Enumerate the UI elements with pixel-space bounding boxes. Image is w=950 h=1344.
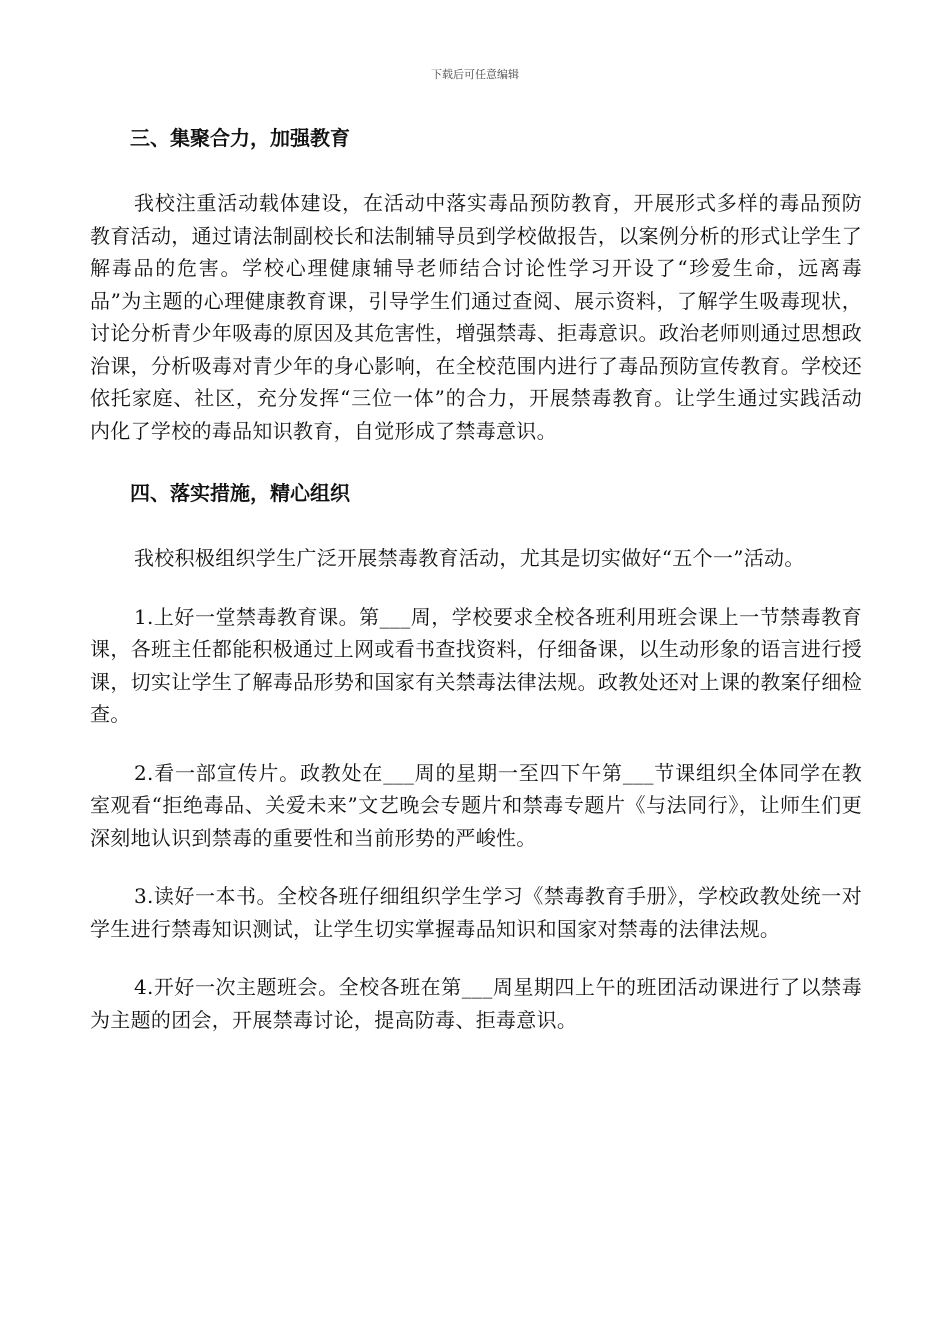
list-item-3: 3.读好一本书。全校各班仔细组织学生学习《禁毒教育手册》，学校政教处统一对学生进行禁毒知识测试，让学生切实掌握毒品知识和国家对禁毒的法律法规。 [90,884,862,941]
page-header: 下载后可任意编辑 [431,68,519,81]
paragraph: 我校注重活动载体建设，在活动中落实毒品预防教育，开展形式多样的毒品预防教育活动，通过请法制副校长和法制辅导员到学校做报告，以案例分析的形式让学生了解毒品的危害。学校心理健康辅导老师结合讨论性学习开设了“珍爱生命，远离毒品”为主题的心理健康教育课，引导学生们通过查阅、展示资料，了解学生吸毒现状，讨论分析青少年吸毒的原因及其危害性，增强禁毒、拒毒意识。政治老师则通过思想政治课，分析吸毒对青少年的身心影响，在全校范围内进行了毒品预防宣传教育。学校还依托家庭、社区，充分发挥“三位一体”的合力，开展禁毒教育。让学生通过实践活动内化了学校的毒品知识教育，自觉形成了禁毒意识。 [90,191,862,443]
list-item-4: 4.开好一次主题班会。全校各班在第___周星期四上午的班团活动课进行了以禁毒为主题的团会，开展禁毒讨论，提高防毒、拒毒意识。 [90,975,862,1032]
section-heading: 三、集聚合力，加强教育 [130,126,350,150]
list-item-1: 1.上好一堂禁毒教育课。第___周，学校要求全校各班利用班会课上一节禁毒教育课，各班主任都能积极通过上网或看书查找资料，仔细备课，以生动形象的语言进行授课，切实让学生了解毒品形势和国家有关禁毒法律法规。政教处还对上课的教案仔细检查。 [90,604,862,726]
section-heading: 四、落实措施，精心组织 [130,481,350,505]
list-item-2: 2.看一部宣传片。政教处在___周的星期一至四下午第___节课组织全体同学在教室观看“拒绝毒品、关爱未来”文艺晚会专题片和禁毒专题片《与法同行》，让师生们更深刻地认识到禁毒的重要性和当前形势的严峻性。 [90,760,862,850]
section-3 [90,120,862,447]
paragraph: 我校积极组织学生广泛开展禁毒教育活动，尤其是切实做好“五个一”活动。 [134,546,805,570]
section-4 [90,475,862,1036]
document-body [90,120,862,1062]
